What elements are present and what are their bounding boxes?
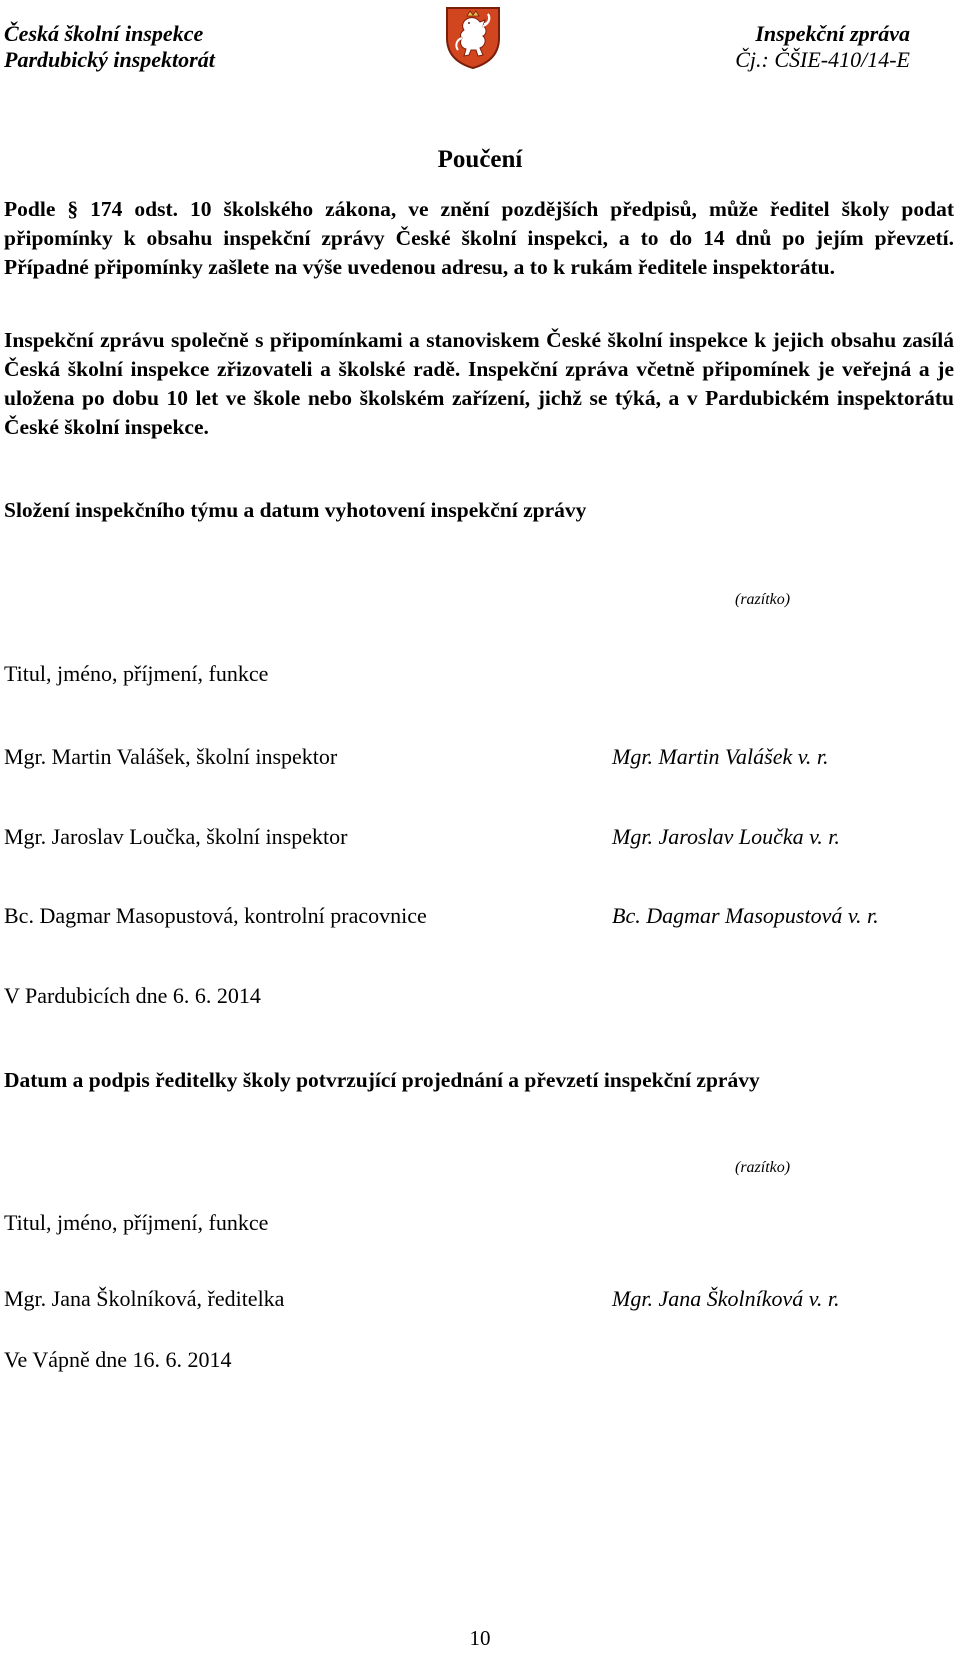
director-name: Mgr. Jana Školníková, ředitelka [4,1286,285,1311]
team-member-name: Bc. Dagmar Masopustová, kontrolní pracovnice [4,903,427,928]
document-type: Inspekční zpráva [755,21,910,46]
team-member-signature: Bc. Dagmar Masopustová v. r. [612,903,879,928]
inspectorate-name: Pardubický inspektorát [4,47,215,72]
reference-number: Čj.: ČŠIE-410/14-E [735,47,910,72]
director-heading: Datum a podpis ředitelky školy potvrzující projednání a převzetí inspekční zprávy [4,1068,760,1092]
czech-lion-crest-icon [443,4,503,70]
team-column-label: Titul, jméno, příjmení, funkce [4,661,269,686]
team-heading: Složení inspekčního týmu a datum vyhotovení inspekční zprávy [4,498,587,522]
page-number: 10 [469,1626,491,1650]
header-document [735,21,910,73]
director-place-date: Ve Vápně dne 16. 6. 2014 [4,1347,232,1372]
notice-title: Poučení [437,146,523,173]
header-organization [4,21,215,73]
notice-paragraph-2: Inspekční zprávu společně s připomínkami a stanoviskem České školní inspekce k jejich obsahu zasílá Česká školní inspekce zřizovateli a školské radě. Inspekční zpráva včetně připomínek je veřejná a je uložena po dobu 10 let ve škole nebo školském zařízení, jichž se týká, a v Pardubickém inspektorátu České školní inspekce. [4,328,954,439]
team-member-name: Mgr. Martin Valášek, školní inspektor [4,744,338,769]
team-stamp-label: (razítko) [735,591,791,608]
director-stamp-label: (razítko) [735,1159,791,1176]
director-signature: Mgr. Jana Školníková v. r. [612,1286,840,1311]
team-member-signature: Mgr. Jaroslav Loučka v. r. [612,824,840,849]
notice-paragraph-1: Podle § 174 odst. 10 školského zákona, ve znění pozdějších předpisů, může ředitel školy podat připomínky k obsahu inspekční zprávy České školní inspekci, a to do 14 dnů po jejím převzetí. Případné připomínky zašlete na výše uvedenou adresu, a to k rukám ředitele inspektorátu. [4,197,954,279]
team-place-date: V Pardubicích dne 6. 6. 2014 [4,983,261,1008]
director-column-label: Titul, jméno, příjmení, funkce [4,1210,269,1235]
org-name: Česká školní inspekce [4,21,204,46]
team-member-signature: Mgr. Martin Valášek v. r. [612,744,829,769]
team-member-name: Mgr. Jaroslav Loučka, školní inspektor [4,824,348,849]
